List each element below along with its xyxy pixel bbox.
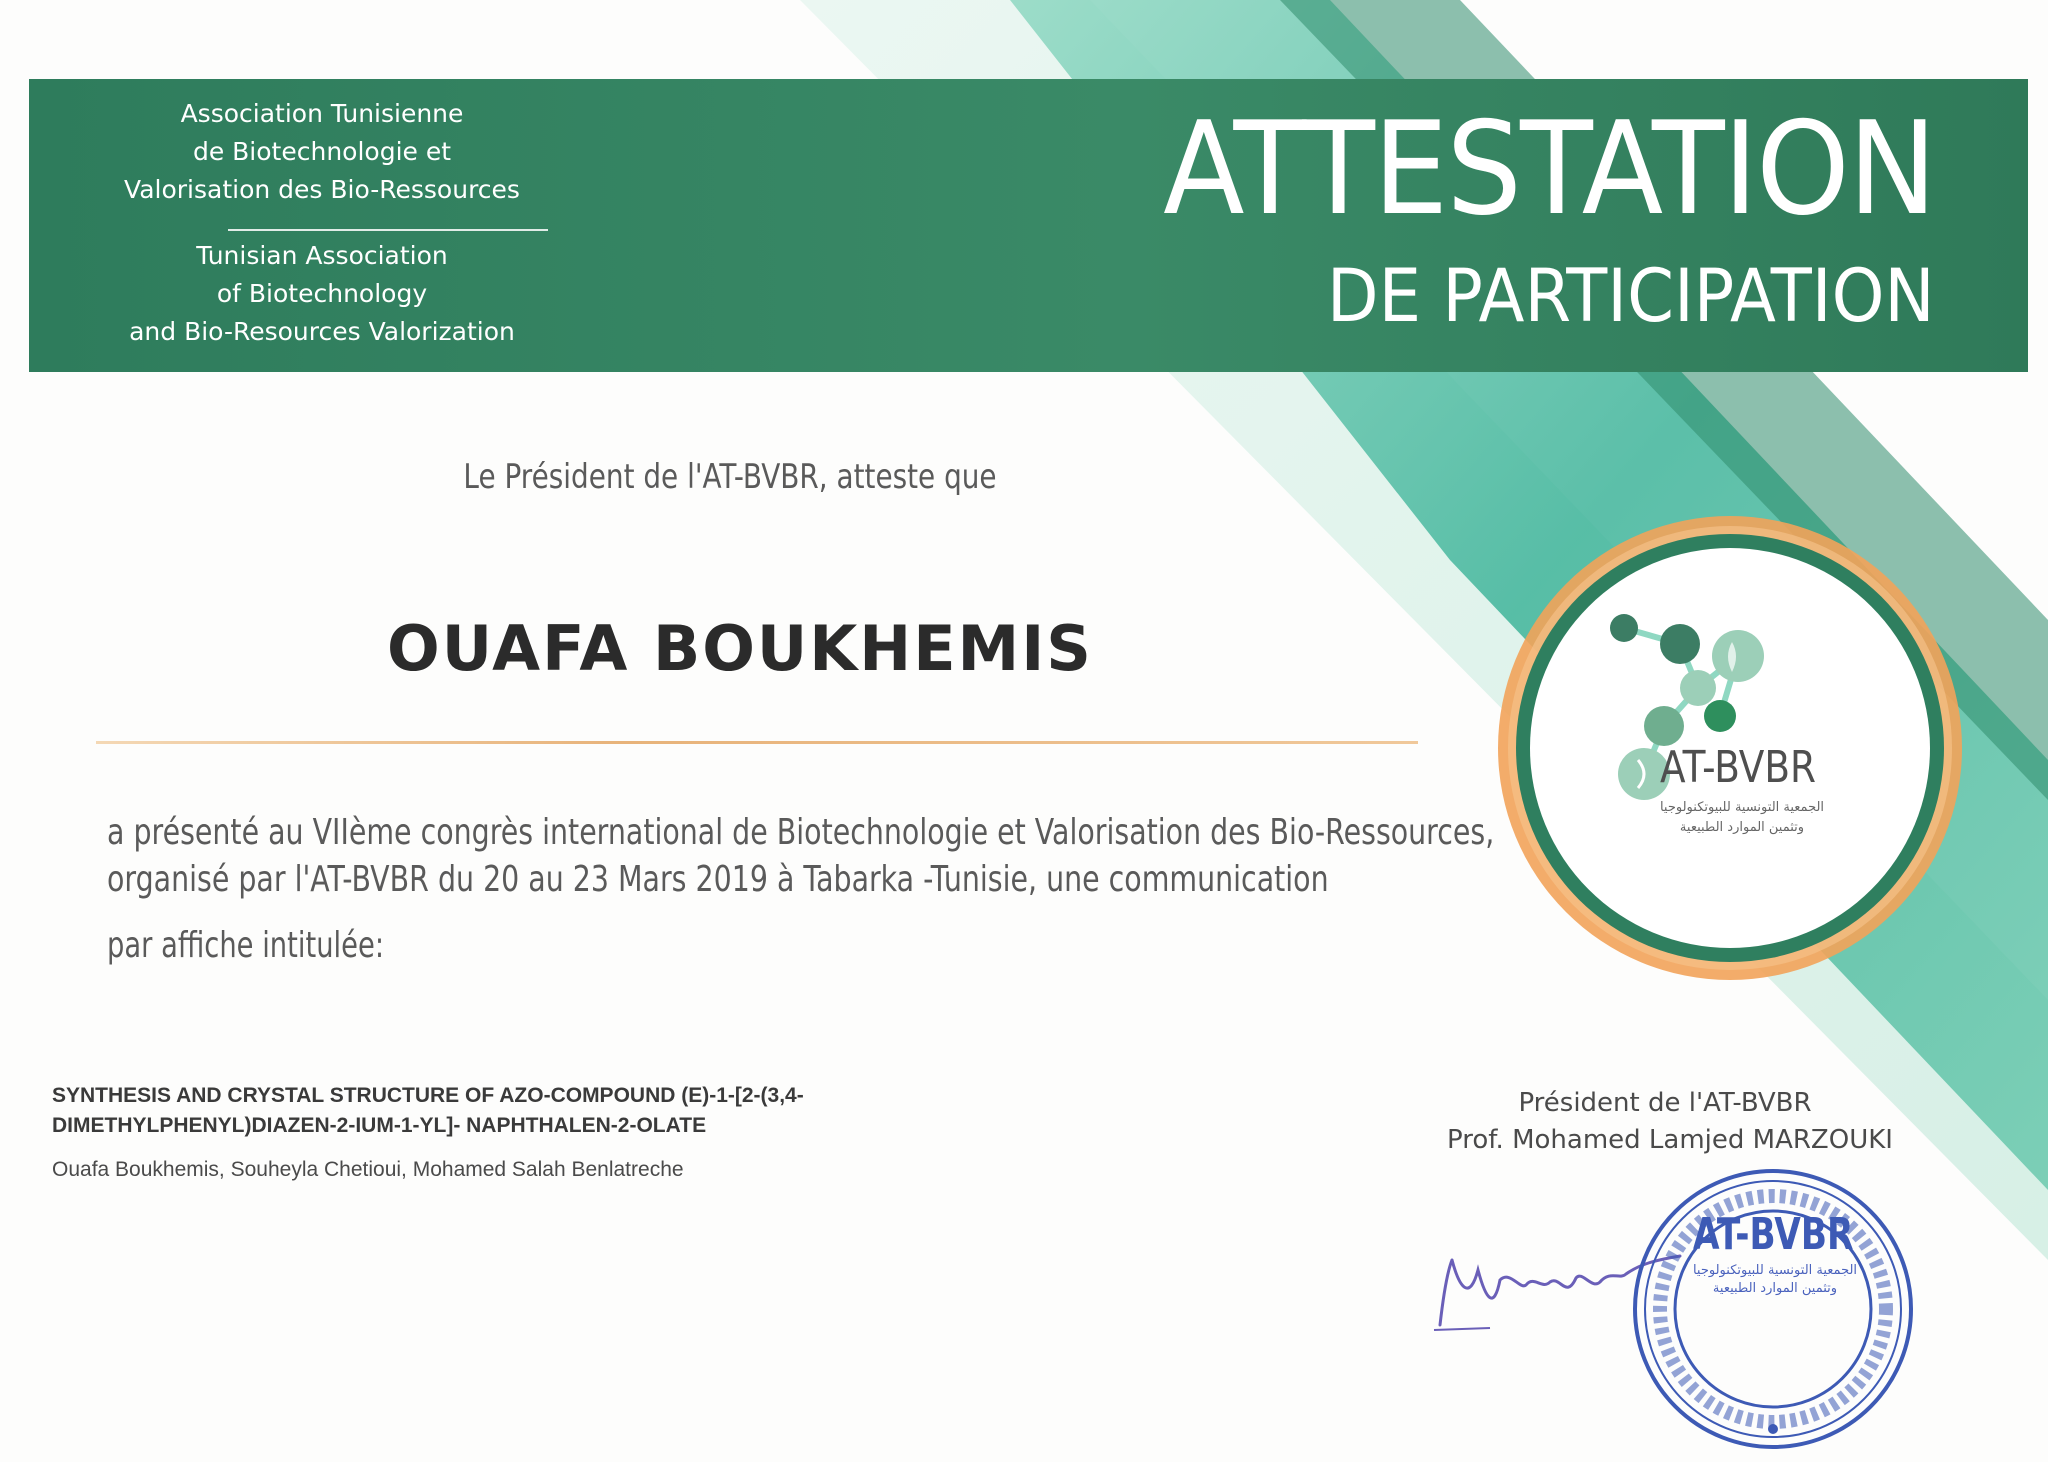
- signatory-role: Président de l'AT-BVBR: [1518, 1088, 1812, 1118]
- name-underline: [96, 741, 1418, 744]
- org-en-line: of Biotechnology: [216, 279, 428, 308]
- body-line: a présenté au VIIème congrès international de Biotechnologie et Valorisation des Bio-Ressources,: [107, 812, 1495, 853]
- stamp-arabic-name: وتثمين الموارد الطبيعية: [1712, 1281, 1838, 1296]
- poster-title-line: SYNTHESIS AND CRYSTAL STRUCTURE OF AZO-COMPOUND (E)-1-[2-(3,4-: [52, 1084, 804, 1107]
- org-en-line: Tunisian Association: [196, 241, 448, 270]
- poster-title: [52, 1081, 1052, 1141]
- logo-arabic-name: وتثمين الموارد الطبيعية: [1679, 820, 1805, 835]
- official-stamp: [1628, 1164, 1918, 1454]
- certificate-subtitle: DE PARTICIPATION: [1327, 254, 1935, 339]
- body-line: organisé par l'AT-BVBR du 20 au 23 Mars 2019 à Tabarka -Tunisie, une communication: [107, 859, 1329, 900]
- stamp-arabic-name: الجمعية التونسية للبيوتكنولوجيا: [1692, 1263, 1858, 1278]
- organization-name-en: [82, 237, 562, 351]
- logo-arabic-name: الجمعية التونسية للبيوتكنولوجيا: [1659, 800, 1825, 815]
- body-line: par affiche intitulée:: [107, 925, 385, 966]
- certificate-title: ATTESTATION: [1162, 95, 1935, 244]
- org-en-line: and Bio-Resources Valorization: [129, 317, 515, 346]
- logo-abbreviation: AT-BVBR: [1660, 742, 1817, 793]
- organization-name-fr: [82, 95, 562, 209]
- intro-text: Le Président de l'AT-BVBR, atteste que: [463, 457, 997, 497]
- recipient-name: OUAFA BOUKHEMIS: [387, 612, 1093, 685]
- signatory-name: Prof. Mohamed Lamjed MARZOUKI: [1447, 1125, 1893, 1155]
- poster-authors: Ouafa Boukhemis, Souheyla Chetioui, Mohamed Salah Benlatreche: [52, 1158, 684, 1181]
- poster-title-line: DIMETHYLPHENYL)DIAZEN-2-IUM-1-YL]- NAPHTHALEN-2-OLATE: [52, 1114, 707, 1137]
- org-fr-line: Valorisation des Bio-Ressources: [124, 175, 520, 204]
- org-fr-line: de Biotechnologie et: [192, 137, 452, 166]
- stamp-abbreviation: AT-BVBR: [1693, 1209, 1854, 1260]
- org-fr-line: Association Tunisienne: [180, 99, 464, 128]
- org-divider: [228, 229, 548, 231]
